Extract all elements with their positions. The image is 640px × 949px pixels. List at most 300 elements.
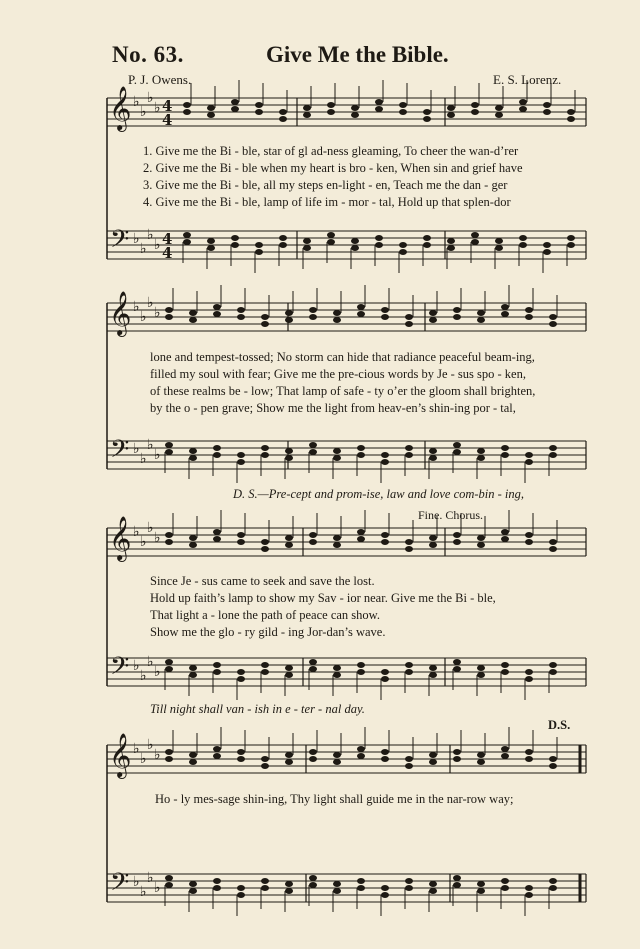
note-head — [165, 659, 173, 665]
note-head — [183, 239, 191, 245]
note-head — [213, 885, 221, 891]
note-head — [279, 109, 287, 115]
note-head — [525, 676, 533, 682]
note-head — [309, 539, 317, 545]
note-head — [453, 314, 461, 320]
lyric-s2-v4: by the o - pen grave; Show me the light from heav-en’s shin-ing por - tal, — [150, 401, 516, 415]
note-head — [477, 317, 485, 323]
hymn-title: Give Me the Bible. — [266, 42, 449, 67]
note-head — [207, 105, 215, 111]
note-head — [381, 676, 389, 682]
lyric-s3-v4: Show me the glo - ry gild - ing Jor-dan’s wave. — [150, 625, 386, 639]
note-head — [285, 665, 293, 671]
flat-sign: ♭ — [133, 874, 140, 890]
note-head — [333, 881, 341, 887]
note-head — [429, 665, 437, 671]
note-head — [255, 109, 263, 115]
note-head — [501, 885, 509, 891]
note-head — [453, 307, 461, 313]
time-signature: 4 — [162, 244, 173, 262]
note-head — [453, 539, 461, 545]
note-head — [213, 753, 221, 759]
note-head — [183, 102, 191, 108]
note-head — [213, 669, 221, 675]
note-head — [477, 542, 485, 548]
note-head — [237, 749, 245, 755]
note-head — [285, 310, 293, 316]
note-head — [183, 232, 191, 238]
flat-sign: ♭ — [147, 90, 154, 106]
note-head — [165, 539, 173, 545]
note-head — [309, 875, 317, 881]
bass-clef: 𝄢 — [110, 652, 130, 687]
note-head — [285, 535, 293, 541]
note-head — [381, 532, 389, 538]
note-head — [327, 239, 335, 245]
flat-sign: ♭ — [140, 309, 147, 325]
note-head — [357, 746, 365, 752]
note-head — [165, 882, 173, 888]
note-head — [237, 314, 245, 320]
note-head — [327, 232, 335, 238]
note-head — [549, 445, 557, 451]
note-head — [189, 752, 197, 758]
note-head — [213, 536, 221, 542]
flat-sign: ♭ — [133, 94, 140, 110]
note-head — [549, 321, 557, 327]
hymn-number: No. 63. — [112, 42, 184, 67]
note-head — [477, 881, 485, 887]
note-head — [237, 669, 245, 675]
flat-sign: ♭ — [154, 747, 161, 763]
note-head — [501, 529, 509, 535]
note-head — [285, 542, 293, 548]
note-head — [399, 242, 407, 248]
note-head — [333, 448, 341, 454]
note-head — [567, 116, 575, 122]
note-head — [255, 242, 263, 248]
note-head — [423, 235, 431, 241]
note-head — [357, 529, 365, 535]
note-head — [165, 875, 173, 881]
note-head — [405, 878, 413, 884]
note-head — [549, 546, 557, 552]
note-head — [261, 321, 269, 327]
note-head — [309, 749, 317, 755]
note-head — [381, 892, 389, 898]
time-signature: 4 — [162, 230, 173, 248]
flat-sign: ♭ — [140, 534, 147, 550]
note-head — [399, 249, 407, 255]
note-head — [285, 888, 293, 894]
note-head — [447, 238, 455, 244]
note-head — [447, 105, 455, 111]
note-head — [525, 756, 533, 762]
note-head — [333, 317, 341, 323]
note-head — [333, 672, 341, 678]
note-head — [423, 116, 431, 122]
flat-sign: ♭ — [154, 664, 161, 680]
note-head — [261, 756, 269, 762]
note-head — [261, 314, 269, 320]
note-head — [519, 106, 527, 112]
note-head — [213, 529, 221, 535]
note-head — [429, 672, 437, 678]
note-head — [213, 445, 221, 451]
note-head — [357, 885, 365, 891]
note-head — [357, 536, 365, 542]
note-head — [453, 749, 461, 755]
note-head — [405, 321, 413, 327]
composer-credit: E. S. Lorenz. — [493, 72, 562, 87]
note-head — [207, 245, 215, 251]
note-head — [381, 539, 389, 545]
note-head — [477, 752, 485, 758]
flat-sign: ♭ — [154, 530, 161, 546]
note-head — [495, 105, 503, 111]
note-head — [471, 109, 479, 115]
note-head — [405, 669, 413, 675]
time-signature: 4 — [162, 111, 173, 129]
note-head — [495, 238, 503, 244]
note-head — [429, 752, 437, 758]
note-head — [381, 885, 389, 891]
note-head — [231, 99, 239, 105]
note-head — [237, 452, 245, 458]
note-head — [189, 455, 197, 461]
note-head — [237, 676, 245, 682]
note-head — [231, 235, 239, 241]
note-head — [333, 759, 341, 765]
note-head — [381, 307, 389, 313]
note-head — [309, 532, 317, 538]
flat-sign: ♭ — [154, 100, 161, 116]
treble-clef: 𝄞 — [109, 86, 132, 130]
lyric-s2-v3: of these realms be - low; That lamp of safe - ty o’er the gloom shall brighten, — [150, 384, 536, 398]
note-head — [309, 442, 317, 448]
note-head — [501, 662, 509, 668]
note-head — [429, 881, 437, 887]
fine-chorus-marker: Fine. Chorus. — [418, 508, 484, 522]
note-head — [357, 753, 365, 759]
flat-sign: ♭ — [147, 737, 154, 753]
note-head — [519, 235, 527, 241]
note-head — [519, 242, 527, 248]
note-head — [429, 888, 437, 894]
note-head — [303, 105, 311, 111]
note-head — [405, 445, 413, 451]
note-head — [333, 888, 341, 894]
note-head — [525, 539, 533, 545]
note-head — [429, 448, 437, 454]
note-head — [261, 669, 269, 675]
note-head — [303, 238, 311, 244]
note-head — [189, 535, 197, 541]
note-head — [453, 442, 461, 448]
note-head — [261, 445, 269, 451]
note-head — [183, 109, 191, 115]
note-head — [525, 749, 533, 755]
treble-clef: 𝄞 — [109, 733, 132, 777]
note-head — [375, 235, 383, 241]
treble-clef: 𝄞 — [109, 516, 132, 560]
note-head — [213, 311, 221, 317]
flat-sign: ♭ — [133, 741, 140, 757]
ds-lyric-line: D. S.—Pre-cept and prom-ise, law and love com-bin - ing, — [233, 487, 525, 501]
note-head — [285, 317, 293, 323]
note-head — [357, 662, 365, 668]
note-head — [405, 546, 413, 552]
treble-clef: 𝄞 — [109, 291, 132, 335]
note-head — [375, 99, 383, 105]
flat-sign: ♭ — [133, 231, 140, 247]
note-head — [501, 746, 509, 752]
note-head — [423, 242, 431, 248]
lyric-s3-v1: Since Je - sus came to seek and save the lost. — [150, 574, 375, 588]
note-head — [189, 881, 197, 887]
note-head — [213, 662, 221, 668]
note-head — [189, 310, 197, 316]
note-head — [381, 452, 389, 458]
note-head — [261, 539, 269, 545]
note-head — [189, 665, 197, 671]
note-head — [255, 102, 263, 108]
flat-sign: ♭ — [133, 524, 140, 540]
note-head — [327, 109, 335, 115]
note-head — [453, 882, 461, 888]
flat-sign: ♭ — [133, 441, 140, 457]
note-head — [375, 242, 383, 248]
flat-sign: ♭ — [140, 751, 147, 767]
note-head — [501, 878, 509, 884]
flat-sign: ♭ — [147, 520, 154, 536]
time-signature: 4 — [162, 97, 173, 115]
note-head — [453, 659, 461, 665]
note-head — [207, 238, 215, 244]
note-head — [165, 666, 173, 672]
note-head — [519, 99, 527, 105]
note-head — [357, 311, 365, 317]
note-head — [495, 245, 503, 251]
flat-sign: ♭ — [154, 305, 161, 321]
note-head — [447, 245, 455, 251]
flat-sign: ♭ — [154, 447, 161, 463]
note-head — [333, 665, 341, 671]
note-head — [405, 756, 413, 762]
note-head — [471, 239, 479, 245]
note-head — [357, 304, 365, 310]
flat-sign: ♭ — [147, 295, 154, 311]
note-head — [525, 532, 533, 538]
note-head — [279, 116, 287, 122]
note-head — [453, 532, 461, 538]
note-head — [303, 112, 311, 118]
flat-sign: ♭ — [154, 237, 161, 253]
chorus-italic-line: Till night shall van - ish in e - ter - nal day. — [150, 702, 365, 716]
note-head — [399, 102, 407, 108]
note-head — [357, 452, 365, 458]
note-head — [405, 452, 413, 458]
note-head — [543, 249, 551, 255]
note-head — [231, 242, 239, 248]
note-head — [327, 102, 335, 108]
lyric-s3-v3: That light a - lone the path of peace can show. — [150, 608, 381, 622]
note-head — [453, 875, 461, 881]
note-head — [501, 536, 509, 542]
bass-clef: 𝄢 — [110, 868, 130, 903]
note-head — [189, 448, 197, 454]
lyric-s1-v2: 2. Give me the Bi - ble when my heart is bro - ken, When sin and grief have — [143, 161, 523, 175]
lyric-s2-v1: lone and tempest-tossed; No storm can hide that radiance peaceful beam-ing, — [150, 350, 535, 364]
ds-marker: D.S. — [548, 718, 571, 732]
flat-sign: ♭ — [147, 654, 154, 670]
note-head — [501, 445, 509, 451]
note-head — [165, 449, 173, 455]
note-head — [333, 542, 341, 548]
flat-sign: ♭ — [133, 658, 140, 674]
note-head — [261, 885, 269, 891]
note-head — [285, 672, 293, 678]
note-head — [357, 878, 365, 884]
note-head — [567, 235, 575, 241]
note-head — [549, 539, 557, 545]
flat-sign: ♭ — [147, 870, 154, 886]
note-head — [381, 749, 389, 755]
note-head — [333, 310, 341, 316]
note-head — [333, 535, 341, 541]
note-head — [309, 449, 317, 455]
lyric-s1-v1: 1. Give me the Bi - ble, star of gl ad-ness gleaming, To cheer the wan-d’rer — [143, 144, 519, 158]
note-head — [549, 452, 557, 458]
note-head — [453, 756, 461, 762]
note-head — [525, 307, 533, 313]
note-head — [423, 109, 431, 115]
note-head — [357, 669, 365, 675]
note-head — [351, 245, 359, 251]
note-head — [189, 542, 197, 548]
note-head — [525, 892, 533, 898]
note-head — [165, 756, 173, 762]
note-head — [237, 756, 245, 762]
note-head — [525, 314, 533, 320]
note-head — [309, 307, 317, 313]
note-head — [237, 307, 245, 313]
note-head — [525, 885, 533, 891]
note-head — [261, 878, 269, 884]
note-head — [453, 449, 461, 455]
note-head — [381, 756, 389, 762]
note-head — [213, 746, 221, 752]
note-head — [405, 763, 413, 769]
note-head — [285, 448, 293, 454]
note-head — [333, 455, 341, 461]
note-head — [261, 763, 269, 769]
note-head — [525, 669, 533, 675]
note-head — [405, 662, 413, 668]
note-head — [351, 238, 359, 244]
note-head — [375, 106, 383, 112]
note-head — [309, 659, 317, 665]
note-head — [309, 882, 317, 888]
note-head — [237, 892, 245, 898]
note-head — [333, 752, 341, 758]
note-head — [189, 759, 197, 765]
note-head — [525, 459, 533, 465]
note-head — [231, 106, 239, 112]
flat-sign: ♭ — [140, 451, 147, 467]
note-head — [165, 307, 173, 313]
note-head — [255, 249, 263, 255]
note-head — [549, 662, 557, 668]
note-head — [285, 455, 293, 461]
note-head — [477, 310, 485, 316]
note-head — [165, 442, 173, 448]
note-head — [471, 102, 479, 108]
note-head — [213, 304, 221, 310]
note-head — [381, 314, 389, 320]
note-head — [381, 669, 389, 675]
flat-sign: ♭ — [140, 104, 147, 120]
note-head — [285, 752, 293, 758]
note-head — [429, 455, 437, 461]
lyric-s1-v3: 3. Give me the Bi - ble, all my steps en-light - en, Teach me the dan - ger — [143, 178, 508, 192]
flat-sign: ♭ — [140, 668, 147, 684]
bass-clef: 𝄢 — [110, 225, 130, 260]
flat-sign: ♭ — [154, 880, 161, 896]
note-head — [309, 314, 317, 320]
note-head — [165, 532, 173, 538]
note-head — [279, 242, 287, 248]
note-head — [351, 105, 359, 111]
author-credit: P. J. Owens. — [128, 72, 192, 87]
bass-clef: 𝄢 — [110, 435, 130, 470]
note-head — [285, 759, 293, 765]
note-head — [189, 888, 197, 894]
note-head — [405, 539, 413, 545]
note-head — [549, 763, 557, 769]
note-head — [237, 459, 245, 465]
flat-sign: ♭ — [140, 241, 147, 257]
note-head — [501, 452, 509, 458]
note-head — [261, 546, 269, 552]
note-head — [213, 452, 221, 458]
note-head — [549, 314, 557, 320]
note-head — [261, 662, 269, 668]
note-head — [357, 445, 365, 451]
note-head — [189, 672, 197, 678]
note-head — [453, 666, 461, 672]
note-head — [549, 878, 557, 884]
note-head — [303, 245, 311, 251]
note-head — [279, 235, 287, 241]
note-head — [207, 112, 215, 118]
lyric-s3-v2: Hold up faith’s lamp to show my Sav - ior near. Give me the Bi - ble, — [150, 591, 496, 605]
flat-sign: ♭ — [133, 299, 140, 315]
note-head — [549, 885, 557, 891]
note-head — [477, 888, 485, 894]
note-head — [567, 109, 575, 115]
note-head — [447, 112, 455, 118]
note-head — [165, 749, 173, 755]
note-head — [213, 878, 221, 884]
note-head — [543, 102, 551, 108]
note-head — [429, 535, 437, 541]
lyric-s1-v4: 4. Give me the Bi - ble, lamp of life im - mor - tal, Hold up that splen-dor — [143, 195, 511, 209]
note-head — [381, 459, 389, 465]
note-head — [189, 317, 197, 323]
note-head — [477, 448, 485, 454]
note-head — [261, 452, 269, 458]
